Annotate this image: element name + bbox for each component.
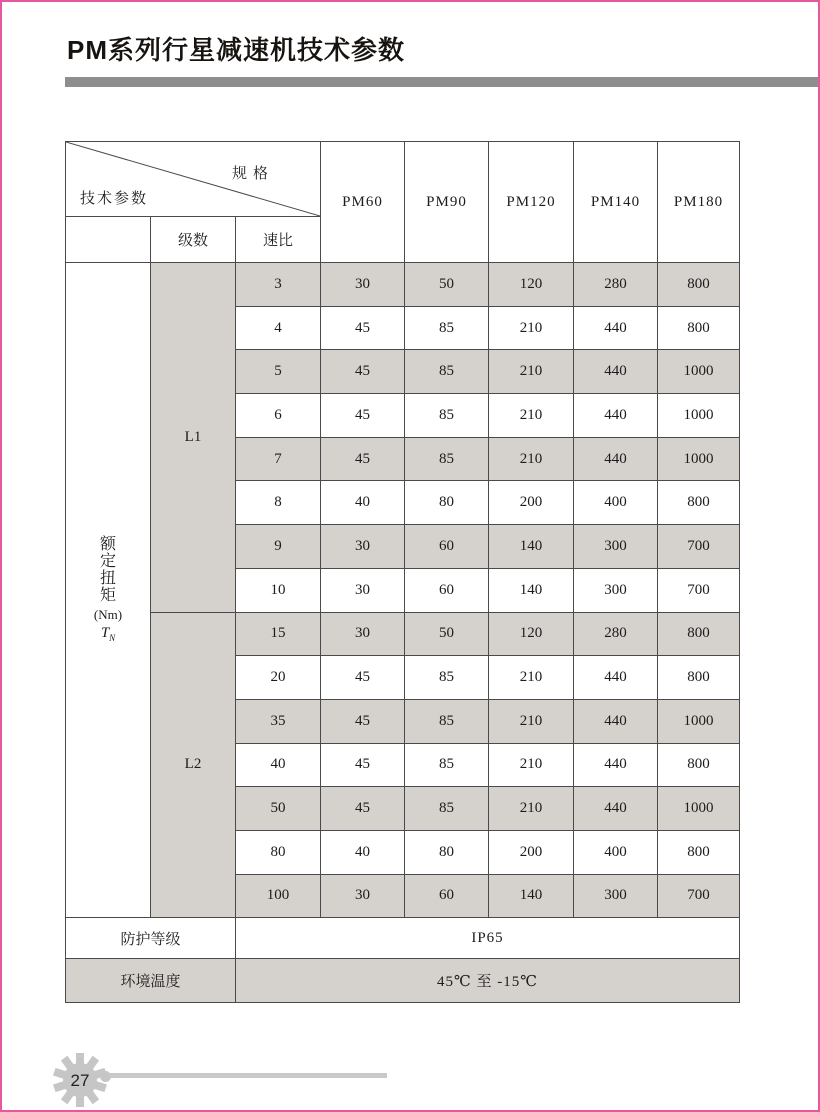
ratio-cell: 10 — [236, 568, 321, 612]
torque-value-cell: 700 — [658, 568, 740, 612]
torque-value-cell: 140 — [489, 568, 574, 612]
ratio-cell: 4 — [236, 306, 321, 350]
torque-value-cell: 400 — [574, 830, 658, 874]
torque-value-cell: 440 — [574, 350, 658, 394]
footer-label-cell: 防护等级 — [66, 918, 236, 959]
torque-value-cell: 30 — [321, 263, 405, 307]
torque-value-cell: 50 — [405, 263, 489, 307]
footer-rule-line — [110, 1073, 387, 1078]
torque-value-cell: 30 — [321, 874, 405, 918]
footer-row — [66, 918, 740, 959]
torque-value-cell: 300 — [574, 568, 658, 612]
column-header-pm60: PM60 — [321, 142, 405, 263]
torque-value-cell: 700 — [658, 525, 740, 569]
spec-table — [65, 141, 740, 1003]
title-underline-bar — [65, 77, 818, 87]
torque-value-cell: 85 — [405, 656, 489, 700]
ratio-cell: 35 — [236, 699, 321, 743]
torque-value-cell: 45 — [321, 656, 405, 700]
torque-value-cell: 200 — [489, 481, 574, 525]
torque-unit-label: (Nm) — [93, 607, 123, 623]
torque-value-cell: 800 — [658, 306, 740, 350]
torque-value-cell: 60 — [405, 568, 489, 612]
footer-row — [66, 959, 740, 1003]
torque-value-cell: 85 — [405, 437, 489, 481]
torque-value-cell: 30 — [321, 525, 405, 569]
torque-value-cell: 30 — [321, 612, 405, 656]
torque-value-cell: 300 — [574, 525, 658, 569]
torque-value-cell: 210 — [489, 306, 574, 350]
torque-value-cell: 85 — [405, 743, 489, 787]
torque-value-cell: 120 — [489, 612, 574, 656]
stage-header-cell: 级数 — [151, 217, 236, 263]
table-row — [66, 612, 740, 656]
column-header-pm140: PM140 — [574, 142, 658, 263]
ratio-cell: 6 — [236, 394, 321, 438]
spec-corner-label: 规格 — [232, 166, 275, 182]
footer-value-cell: 45℃ 至 -15℃ — [236, 959, 740, 1003]
torque-value-cell: 50 — [405, 612, 489, 656]
torque-value-cell: 85 — [405, 787, 489, 831]
stage-cell-L1: L1 — [151, 263, 236, 613]
torque-value-cell: 45 — [321, 350, 405, 394]
page-number: 27 — [70, 1071, 90, 1090]
torque-value-cell: 85 — [405, 699, 489, 743]
torque-value-cell: 210 — [489, 437, 574, 481]
torque-value-cell: 280 — [574, 263, 658, 307]
ratio-cell: 80 — [236, 830, 321, 874]
torque-symbol: $T_N$ — [100, 625, 116, 644]
torque-value-cell: 40 — [321, 830, 405, 874]
torque-value-cell: 800 — [658, 481, 740, 525]
torque-value-cell: 200 — [489, 830, 574, 874]
column-header-pm120: PM120 — [489, 142, 574, 263]
torque-value-cell: 440 — [574, 656, 658, 700]
torque-value-cell: 440 — [574, 699, 658, 743]
torque-value-cell: 60 — [405, 874, 489, 918]
torque-value-cell: 140 — [489, 874, 574, 918]
ratio-cell: 50 — [236, 787, 321, 831]
torque-value-cell: 45 — [321, 306, 405, 350]
torque-value-cell: 85 — [405, 394, 489, 438]
empty-header-cell — [66, 217, 151, 263]
torque-value-cell: 210 — [489, 787, 574, 831]
torque-value-cell: 800 — [658, 743, 740, 787]
ratio-cell: 7 — [236, 437, 321, 481]
torque-value-cell: 85 — [405, 306, 489, 350]
torque-value-cell: 300 — [574, 874, 658, 918]
torque-value-cell: 800 — [658, 612, 740, 656]
torque-value-cell: 800 — [658, 656, 740, 700]
ratio-cell: 9 — [236, 525, 321, 569]
page-title: PM系列行星减速机技术参数 — [67, 35, 406, 65]
ratio-cell: 100 — [236, 874, 321, 918]
footer-label-cell: 环境温度 — [66, 959, 236, 1003]
ratio-cell: 8 — [236, 481, 321, 525]
torque-value-cell: 45 — [321, 743, 405, 787]
torque-value-cell: 140 — [489, 525, 574, 569]
torque-value-cell: 440 — [574, 743, 658, 787]
torque-value-cell: 1000 — [658, 394, 740, 438]
ratio-cell: 15 — [236, 612, 321, 656]
footer-value-cell: IP65 — [236, 918, 740, 959]
torque-value-cell: 210 — [489, 394, 574, 438]
ratio-header-cell: 速比 — [236, 217, 321, 263]
ratio-cell: 5 — [236, 350, 321, 394]
torque-value-cell: 800 — [658, 263, 740, 307]
torque-value-cell: 45 — [321, 699, 405, 743]
column-header-pm90: PM90 — [405, 142, 489, 263]
ratio-cell: 20 — [236, 656, 321, 700]
torque-value-cell: 800 — [658, 830, 740, 874]
torque-value-cell: 60 — [405, 525, 489, 569]
torque-value-cell: 45 — [321, 787, 405, 831]
torque-value-cell: 440 — [574, 437, 658, 481]
table-row — [66, 263, 740, 307]
torque-value-cell: 700 — [658, 874, 740, 918]
torque-value-cell: 210 — [489, 656, 574, 700]
torque-value-cell: 440 — [574, 394, 658, 438]
torque-label-vertical: 额定扭矩 — [99, 536, 116, 605]
torque-value-cell: 400 — [574, 481, 658, 525]
ratio-cell: 3 — [236, 263, 321, 307]
torque-value-cell: 80 — [405, 830, 489, 874]
stage-cell-L2: L2 — [151, 612, 236, 918]
torque-value-cell: 280 — [574, 612, 658, 656]
torque-value-cell: 210 — [489, 743, 574, 787]
torque-value-cell: 45 — [321, 437, 405, 481]
torque-value-cell: 1000 — [658, 699, 740, 743]
torque-value-cell: 30 — [321, 568, 405, 612]
torque-value-cell: 1000 — [658, 787, 740, 831]
header-row-1 — [66, 142, 740, 217]
torque-value-cell: 80 — [405, 481, 489, 525]
ratio-cell: 40 — [236, 743, 321, 787]
torque-value-cell: 210 — [489, 350, 574, 394]
torque-value-cell: 440 — [574, 787, 658, 831]
torque-value-cell: 1000 — [658, 437, 740, 481]
diagonal-header-cell — [66, 142, 321, 217]
torque-value-cell: 1000 — [658, 350, 740, 394]
torque-value-cell: 120 — [489, 263, 574, 307]
torque-value-cell: 40 — [321, 481, 405, 525]
torque-value-cell: 45 — [321, 394, 405, 438]
column-header-pm180: PM180 — [658, 142, 740, 263]
torque-value-cell: 85 — [405, 350, 489, 394]
torque-value-cell: 210 — [489, 699, 574, 743]
torque-label-cell — [66, 263, 151, 918]
tech-params-corner-label: 技术参数 — [80, 191, 149, 207]
torque-value-cell: 440 — [574, 306, 658, 350]
